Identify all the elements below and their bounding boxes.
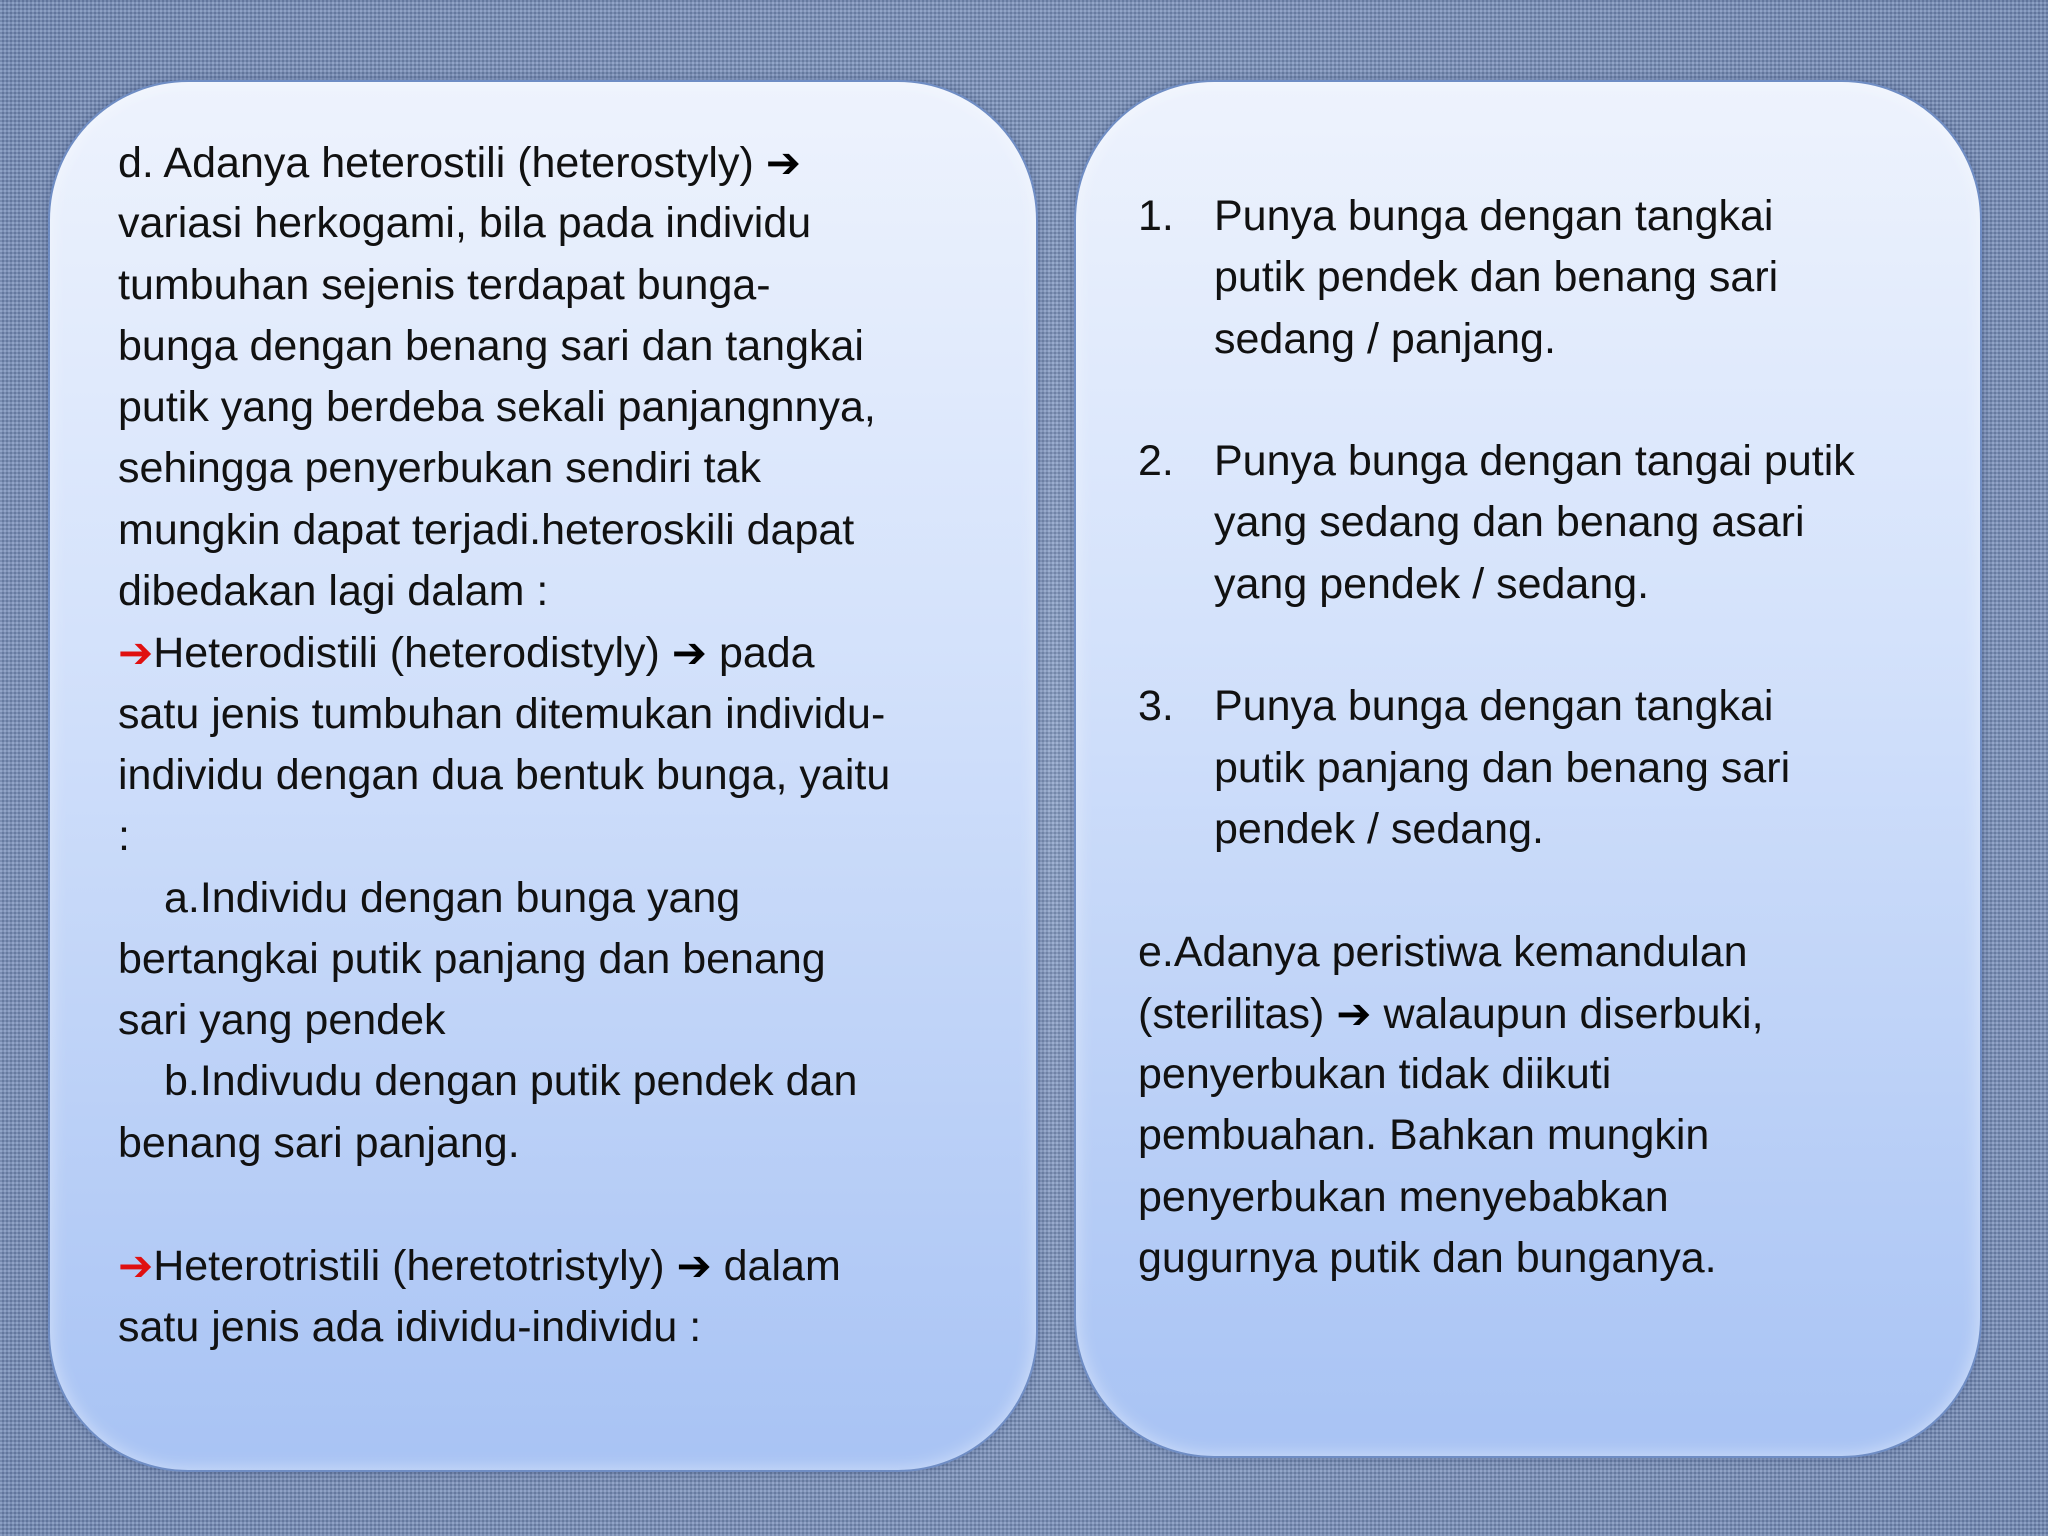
heterodistili-line xyxy=(118,622,998,683)
e-first-line: e.Adanya peristiwa kemandulan xyxy=(1138,927,1748,976)
e-term-line xyxy=(1138,983,1968,1044)
heterotristili-line xyxy=(118,1235,998,1296)
spacer xyxy=(1138,615,1968,676)
d-body-line: sehingga penyerbukan sendiri tak xyxy=(118,444,762,493)
item-b-line: benang sari panjang. xyxy=(118,1118,520,1167)
list-item-line: yang pendek / sedang. xyxy=(1214,559,1650,608)
heterodistili-term: Heterodistili (heterodistyly) xyxy=(153,629,660,678)
list-item-line: Punya bunga dengan tangkai xyxy=(1214,682,1774,731)
spacer xyxy=(118,1174,998,1235)
arrow-right-icon: ➔ xyxy=(1336,988,1372,1038)
e-body-line: penyerbukan menyebabkan xyxy=(1138,1172,1669,1221)
list-number: 2. xyxy=(1138,437,1174,486)
red-arrow-right-icon: ➔ xyxy=(118,628,154,678)
e-body-line: gugurnya putik dan bunganya. xyxy=(1138,1234,1717,1283)
list-item-line: sedang / panjang. xyxy=(1214,314,1556,363)
list-item-line: pendek / sedang. xyxy=(1214,804,1544,853)
e-body-line: penyerbukan tidak diikuti xyxy=(1138,1050,1612,1099)
heterodistili-body-line: satu jenis tumbuhan ditemukan individu- xyxy=(118,689,886,738)
d-body-line: putik yang berdeba sekali panjangnnya, xyxy=(118,383,876,432)
list-item-line: yang sedang dan benang asari xyxy=(1214,498,1805,547)
list-number: 3. xyxy=(1138,682,1174,731)
heterotristili-after-arrow: dalam xyxy=(723,1242,841,1291)
d-heading: d. Adanya heterostili (heterostyly) xyxy=(118,139,754,187)
e-body-line: pembuahan. Bahkan mungkin xyxy=(1138,1111,1710,1160)
list-number: 1. xyxy=(1138,192,1174,240)
heterodistili-body-line: individu dengan dua bentuk bunga, yaitu xyxy=(118,750,891,799)
e-after-arrow: walaupun diserbuki, xyxy=(1383,989,1764,1038)
d-heading-line xyxy=(118,132,998,193)
item-b-first-line: b.Indivudu dengan putik pendek dan xyxy=(164,1057,858,1106)
e-term: (sterilitas) xyxy=(1138,989,1325,1038)
heterotristili-body-line: satu jenis ada idividu-individu : xyxy=(118,1302,702,1351)
d-body-line: dibedakan lagi dalam : xyxy=(118,567,549,616)
arrow-right-icon: ➔ xyxy=(765,138,801,187)
list-item xyxy=(1138,186,1968,370)
d-body-line: bunga dengan benang sari dan tangkai xyxy=(118,321,864,370)
right-panel-text xyxy=(1138,186,1968,1289)
item-a-first-line: a.Individu dengan bunga yang xyxy=(164,873,741,922)
arrow-right-icon: ➔ xyxy=(676,1241,712,1291)
heterodistili-body-line: : xyxy=(118,812,130,861)
heterotristili-term: Heterotristili (heretotristyly) xyxy=(153,1242,665,1291)
arrow-right-icon: ➔ xyxy=(671,628,707,678)
d-body-line: variasi herkogami, bila pada individu xyxy=(118,199,812,248)
list-item-line: Punya bunga dengan tangkai xyxy=(1214,192,1774,240)
heterodistili-after-arrow: pada xyxy=(718,629,815,678)
list-item-line: putik panjang dan benang sari xyxy=(1214,743,1791,792)
list-item-line: putik pendek dan benang sari xyxy=(1214,253,1779,302)
d-body-line: mungkin dapat terjadi.heteroskili dapat xyxy=(118,505,855,554)
item-a-line: bertangkai putik panjang dan benang xyxy=(118,934,826,983)
list-item-line: Punya bunga dengan tangai putik xyxy=(1214,437,1855,486)
list-item xyxy=(1138,431,1968,615)
spacer xyxy=(1138,370,1968,431)
item-a-line: sari yang pendek xyxy=(118,996,446,1045)
d-body-line: tumbuhan sejenis terdapat bunga- xyxy=(118,260,771,309)
red-arrow-right-icon: ➔ xyxy=(118,1241,154,1291)
spacer xyxy=(1138,860,1968,921)
left-panel-text xyxy=(118,132,998,1358)
list-item xyxy=(1138,676,1968,860)
